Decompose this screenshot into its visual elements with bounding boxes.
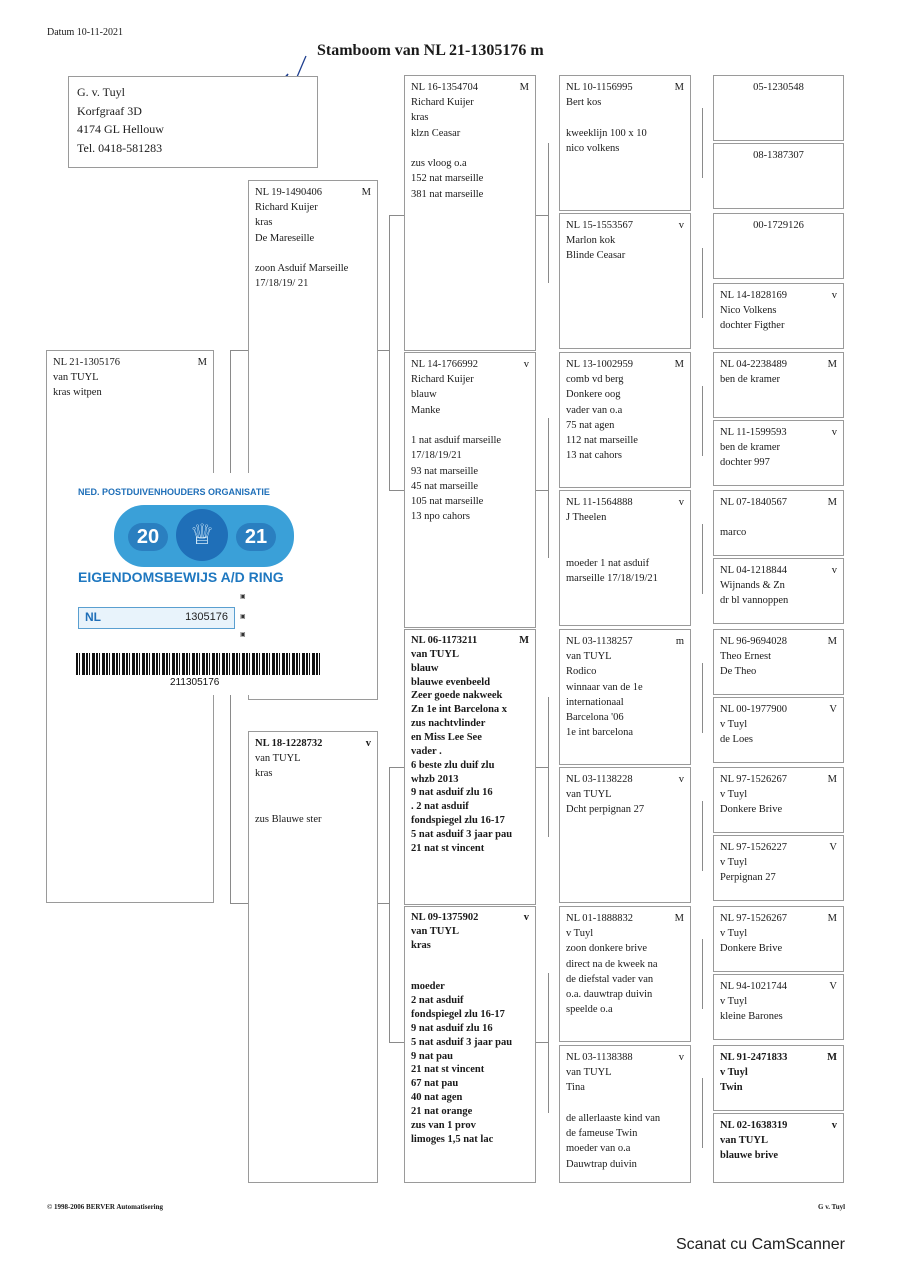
connector (378, 350, 389, 351)
pedigree-great-grandparent (559, 767, 691, 903)
ring-id: NL 18-1228732 (255, 738, 323, 749)
print-date: Datum 10-11-2021 (47, 27, 124, 38)
pedigree-grandparent (404, 906, 536, 1183)
detail-line: blauw (411, 389, 437, 401)
detail-line: v Tuyl (720, 996, 748, 1008)
connector (389, 767, 404, 768)
pedigree-ancestor (713, 352, 844, 418)
ring-id: NL 96-9694028 (720, 636, 787, 647)
detail-line: zus nachtvlinder (411, 718, 486, 730)
ring-id: NL 14-1766992 (411, 359, 478, 370)
detail-line: 6 beste zlu duif zlu (411, 759, 495, 771)
detail-line: 45 nat marseille (411, 480, 479, 492)
ring-id: NL 11-1599593 (720, 427, 787, 438)
sex: M (827, 1052, 837, 1063)
connector (230, 350, 248, 351)
pedigree-great-grandparent (559, 75, 691, 211)
ring-id: NL 03-1138388 (566, 1052, 633, 1063)
owner-name: G. v. Tuyl (77, 85, 125, 99)
detail-line: winnaar van de 1e (566, 681, 643, 693)
detail-line: kras (411, 939, 431, 951)
detail-line: vader . (411, 745, 442, 757)
detail-line: blauwe evenbeeld (411, 676, 491, 688)
pedigree-ancestor (713, 283, 844, 349)
detail-line: marseille 17/18/19/21 (566, 573, 658, 585)
detail-line: 1e int barcelona (566, 727, 634, 739)
connector (378, 903, 389, 904)
connector (702, 939, 703, 1009)
detail-line: Manke (411, 404, 441, 416)
pedigree-ancestor (713, 835, 844, 901)
card-side-mark: ▣ (240, 614, 246, 620)
pedigree-great-grandparent (559, 352, 691, 488)
detail-line: 21 nat st vincent (411, 1064, 485, 1076)
connector (389, 490, 404, 491)
detail-line: 40 nat agen (411, 1092, 463, 1104)
detail-line: Barcelona '06 (566, 712, 624, 724)
detail-line: Richard Kuijer (411, 374, 474, 386)
ring-id: 08-1387307 (753, 150, 804, 161)
ring-id: NL 09-1375902 (411, 912, 479, 923)
connector (389, 215, 404, 216)
sex: M (197, 357, 207, 368)
sex: V (829, 981, 837, 992)
connector (548, 143, 549, 283)
pedigree-ancestor (713, 629, 844, 695)
detail-line: 5 nat asduif 3 jaar pau (411, 829, 513, 841)
detail-line: v Tuyl (720, 857, 748, 869)
ring-id: NL 14-1828169 (720, 290, 787, 301)
detail-line: direct na de kweek na (566, 958, 658, 970)
sex: V (829, 704, 837, 715)
sex: M (674, 913, 684, 924)
detail-line (255, 782, 371, 797)
detail-line (411, 418, 529, 433)
pedigree-ancestor (713, 1045, 844, 1111)
sex: v (831, 565, 837, 576)
pedigree-ancestor (713, 697, 844, 763)
card-barcode-text: 211305176 (170, 677, 220, 688)
ring-id: NL 04-2238489 (720, 359, 787, 370)
card-side-mark: ▣ (240, 594, 246, 600)
detail-line: moeder 1 nat asduif (566, 557, 650, 569)
ring-id: NL 07-1840567 (720, 497, 787, 508)
detail-line: en Miss Lee See (411, 732, 482, 744)
detail-line: 17/18/19/ 21 (255, 278, 309, 290)
detail-line: moeder van o.a (566, 1143, 631, 1155)
detail-line (566, 110, 684, 125)
ring-id: NL 97-1526267 (720, 913, 787, 924)
detail-line: ben de kramer (720, 442, 781, 454)
card-title: EIGENDOMSBEWIJS A/D RING (78, 569, 284, 585)
detail-line (255, 246, 371, 261)
detail-line: De Theo (720, 666, 757, 678)
detail-line (411, 966, 529, 980)
detail-line: v Tuyl (720, 719, 748, 731)
detail-line: van TUYL (411, 925, 459, 937)
ring-id: NL 03-1138257 (566, 636, 633, 647)
detail-line: Blinde Ceasar (566, 250, 626, 262)
detail-line: 93 nat marseille (411, 465, 479, 477)
ring-id: NL 15-1553567 (566, 220, 633, 231)
detail-line: 67 nat pau (411, 1078, 459, 1090)
detail-line: 112 nat marseille (566, 435, 638, 447)
detail-line: dochter Figther (720, 320, 785, 332)
connector (702, 663, 703, 733)
detail-line: de Loes (720, 734, 753, 746)
detail-line: kras witpen (53, 387, 102, 399)
sex: v (678, 1052, 684, 1063)
sex: M (827, 636, 837, 647)
sex: v (831, 290, 837, 301)
ring-id: NL 19-1490406 (255, 187, 322, 198)
detail-line: limoges 1,5 nat lac (411, 1133, 494, 1145)
detail-line: 152 nat marseille (411, 173, 484, 185)
card-ring-number: 1305176 (185, 611, 228, 623)
detail-line: v Tuyl (720, 1067, 748, 1079)
detail-line: Perpignan 27 (720, 872, 776, 884)
ring-id: NL 11-1564888 (566, 497, 633, 508)
connector (702, 248, 703, 318)
pedigree-great-grandparent (559, 629, 691, 765)
sex: v (365, 738, 371, 749)
detail-line (566, 1096, 684, 1111)
detail-line: speelde o.a (566, 1004, 613, 1016)
sex: M (361, 187, 371, 198)
detail-line: Donkere Brive (720, 943, 783, 955)
detail-line: 75 nat agen (566, 419, 615, 431)
detail-line: 21 nat orange (411, 1106, 473, 1118)
connector (548, 418, 549, 558)
detail-line: de fameuse Twin (566, 1128, 638, 1140)
detail-line (411, 953, 529, 967)
detail-line: 13 npo cahors (411, 511, 470, 523)
connector (702, 386, 703, 456)
card-ring-field (78, 607, 235, 629)
sex: v (523, 359, 529, 370)
pedigree-great-grandparent (559, 490, 691, 626)
detail-line: 21 nat st vincent (411, 842, 485, 854)
detail-line: zus Blauwe ster (255, 814, 322, 826)
detail-line: 9 nat asduif zlu 16 (411, 1022, 493, 1034)
ring-id: NL 94-1021744 (720, 981, 787, 992)
detail-line (720, 510, 837, 525)
detail-line: Twin (720, 1082, 743, 1094)
detail-line: 381 nat marseille (411, 188, 484, 200)
ring-id: 00-1729126 (753, 220, 804, 231)
sex: v (523, 912, 529, 923)
detail-line: dochter 997 (720, 457, 770, 469)
connector (230, 903, 248, 904)
ring-id: NL 04-1218844 (720, 565, 787, 576)
detail-line: fondspiegel zlu 16-17 (411, 1009, 505, 1021)
detail-line: dr bl vannoppen (720, 595, 789, 607)
sex: M (674, 82, 684, 93)
card-organization: NED. POSTDUIVENHOUDERS ORGANISATIE (78, 487, 270, 497)
sex: v (678, 497, 684, 508)
ownership-card (70, 473, 325, 695)
pedigree-ancestor (713, 75, 844, 141)
pedigree-grandparent (404, 75, 536, 351)
detail-line: van TUYL (53, 372, 99, 384)
detail-line: 1 nat asduif marseille (411, 435, 502, 447)
detail-line: blauwe brive (720, 1150, 779, 1162)
detail-line: zoon donkere brive (566, 943, 648, 955)
detail-line: zus vloog o.a (411, 158, 467, 170)
detail-line: ben de kramer (720, 374, 781, 386)
connector (536, 215, 548, 216)
detail-line: moeder (411, 981, 445, 993)
detail-line: De Mareseille (255, 232, 315, 244)
detail-line (566, 541, 684, 556)
connector (536, 767, 548, 768)
sex: M (519, 82, 529, 93)
detail-line: fondspiegel zlu 16-17 (411, 815, 505, 827)
detail-line: Donkere oog (566, 389, 621, 401)
detail-line: nico volkens (566, 142, 620, 154)
detail-line: 105 nat marseille (411, 495, 484, 507)
ring-id: NL 91-2471833 (720, 1052, 788, 1063)
sex: v (831, 427, 837, 438)
detail-line: Zn 1e int Barcelona x (411, 704, 508, 716)
page-title: Stamboom van NL 21-1305176 m (317, 42, 544, 59)
detail-line: internationaal (566, 696, 624, 708)
pedigree-ancestor (713, 974, 844, 1040)
card-side-mark: ▣ (240, 632, 246, 638)
detail-line: o.a. dauwtrap duivin (566, 989, 653, 1001)
detail-line: de allerlaaste kind van (566, 1112, 661, 1124)
pedigree-ancestor (713, 1113, 844, 1183)
detail-line: kleine Barones (720, 1011, 783, 1023)
pedigree-ancestor (713, 420, 844, 486)
detail-line: 9 nat asduif zlu 16 (411, 787, 493, 799)
detail-line: klzn Ceasar (411, 127, 461, 139)
ring-id: 05-1230548 (753, 82, 804, 93)
detail-line: van TUYL (566, 789, 612, 801)
connector (389, 215, 390, 490)
detail-line: de diefstal vader van (566, 973, 654, 985)
detail-line: v Tuyl (566, 928, 594, 940)
sex: M (827, 497, 837, 508)
pedigree-ancestor (713, 767, 844, 833)
ring-id: NL 03-1138228 (566, 774, 633, 785)
footer-owner: G v. Tuyl (818, 1203, 846, 1211)
detail-line: 2 nat asduif (411, 995, 464, 1007)
detail-line: blauw (411, 662, 439, 674)
pedigree-great-grandparent (559, 213, 691, 349)
sex: v (678, 774, 684, 785)
connector (536, 490, 548, 491)
pedigree-ancestor (713, 558, 844, 624)
detail-line: vader van o.a (566, 404, 623, 416)
detail-line: Richard Kuijer (255, 202, 318, 214)
pedigree-ancestor (713, 490, 844, 556)
ring-id: NL 02-1638319 (720, 1120, 788, 1131)
connector (536, 1042, 548, 1043)
detail-line: Tina (566, 1082, 585, 1094)
pedigree-ancestor (713, 143, 844, 209)
card-year-right: 21 (236, 523, 276, 551)
detail-line: 13 nat cahors (566, 450, 622, 462)
detail-line: van TUYL (720, 1135, 768, 1147)
ring-id: NL 01-1888832 (566, 913, 633, 924)
detail-line: marco (720, 527, 747, 539)
pedigree-mother (248, 731, 378, 1183)
card-year-left: 20 (128, 523, 168, 551)
pedigree-grandparent (404, 352, 536, 628)
detail-line: v Tuyl (720, 789, 748, 801)
detail-line: van TUYL (255, 753, 301, 765)
lion-crest-icon: ♕ (176, 509, 228, 561)
detail-line: van TUYL (566, 1067, 612, 1079)
detail-line (566, 525, 684, 540)
sex: M (827, 359, 837, 370)
detail-line: Nico Volkens (720, 305, 777, 317)
pedigree-ancestor (713, 213, 844, 279)
ring-id: NL 10-1156995 (566, 82, 633, 93)
detail-line: Theo Ernest (720, 651, 772, 663)
connector (702, 1078, 703, 1148)
ring-id: NL 13-1002959 (566, 359, 633, 370)
ring-id: NL 97-1526267 (720, 774, 787, 785)
detail-line: van TUYL (566, 651, 612, 663)
detail-line: Richard Kuijer (411, 97, 474, 109)
owner-city: 4174 GL Hellouw (77, 122, 164, 137)
ring-id: NL 21-1305176 (53, 357, 120, 368)
sex: M (519, 635, 529, 646)
scanner-watermark: Scanat cu CamScanner (676, 1236, 845, 1253)
sex: v (678, 220, 684, 231)
detail-line: Wijnands & Zn (720, 580, 785, 592)
detail-line: Donkere Brive (720, 804, 783, 816)
connector (702, 108, 703, 178)
sex: M (674, 359, 684, 370)
connector (389, 767, 390, 1042)
barcode-icon (76, 653, 321, 675)
detail-line: Dcht perpignan 27 (566, 804, 645, 816)
detail-line: whzb 2013 (411, 773, 459, 785)
sex: m (675, 636, 684, 647)
detail-line: kras (411, 112, 429, 124)
ring-id: NL 97-1526227 (720, 842, 787, 853)
pedigree-great-grandparent (559, 1045, 691, 1183)
detail-line: . 2 nat asduif (411, 801, 469, 813)
footer-copyright: © 1998-2006 BERVER Automatisering (47, 1203, 164, 1211)
ring-id: NL 16-1354704 (411, 82, 478, 93)
owner-phone: Tel. 0418-581283 (77, 140, 163, 155)
detail-line: 5 nat asduif 3 jaar pau (411, 1036, 513, 1048)
detail-line: Zeer goede nakweek (411, 690, 503, 702)
detail-line: kras (255, 768, 273, 780)
detail-line: Bert kos (566, 97, 602, 109)
detail-line: kras (255, 217, 273, 229)
pedigree-grandparent (404, 629, 536, 905)
sex: M (827, 913, 837, 924)
detail-line: Marlon kok (566, 235, 616, 247)
pedigree-great-grandparent (559, 906, 691, 1042)
detail-line: van TUYL (411, 648, 459, 660)
detail-line (255, 797, 371, 812)
pedigree-ancestor (713, 906, 844, 972)
detail-line: zoon Asduif Marseille (255, 263, 349, 275)
detail-line: 17/18/19/21 (411, 450, 462, 462)
detail-line: comb vd berg (566, 374, 624, 386)
detail-line: zus van 1 prov (411, 1119, 476, 1131)
card-country: NL (85, 610, 101, 624)
connector (389, 1042, 404, 1043)
detail-line: kweeklijn 100 x 10 (566, 127, 647, 139)
detail-line: J Theelen (566, 512, 607, 524)
detail-line: 9 nat pau (411, 1050, 454, 1062)
detail-line (411, 141, 529, 156)
detail-line: Rodico (566, 666, 597, 678)
detail-line: Dauwtrap duivin (566, 1158, 637, 1170)
connector (548, 973, 549, 1113)
ring-id: NL 06-1173211 (411, 635, 478, 646)
detail-line: v Tuyl (720, 928, 748, 940)
owner-street: Korfgraaf 3D (77, 103, 142, 118)
sex: v (831, 1120, 837, 1131)
owner-address-box (68, 76, 318, 168)
connector (702, 524, 703, 594)
ring-id: NL 00-1977900 (720, 704, 787, 715)
sex: V (829, 842, 837, 853)
connector (548, 697, 549, 837)
connector (702, 801, 703, 871)
sex: M (827, 774, 837, 785)
